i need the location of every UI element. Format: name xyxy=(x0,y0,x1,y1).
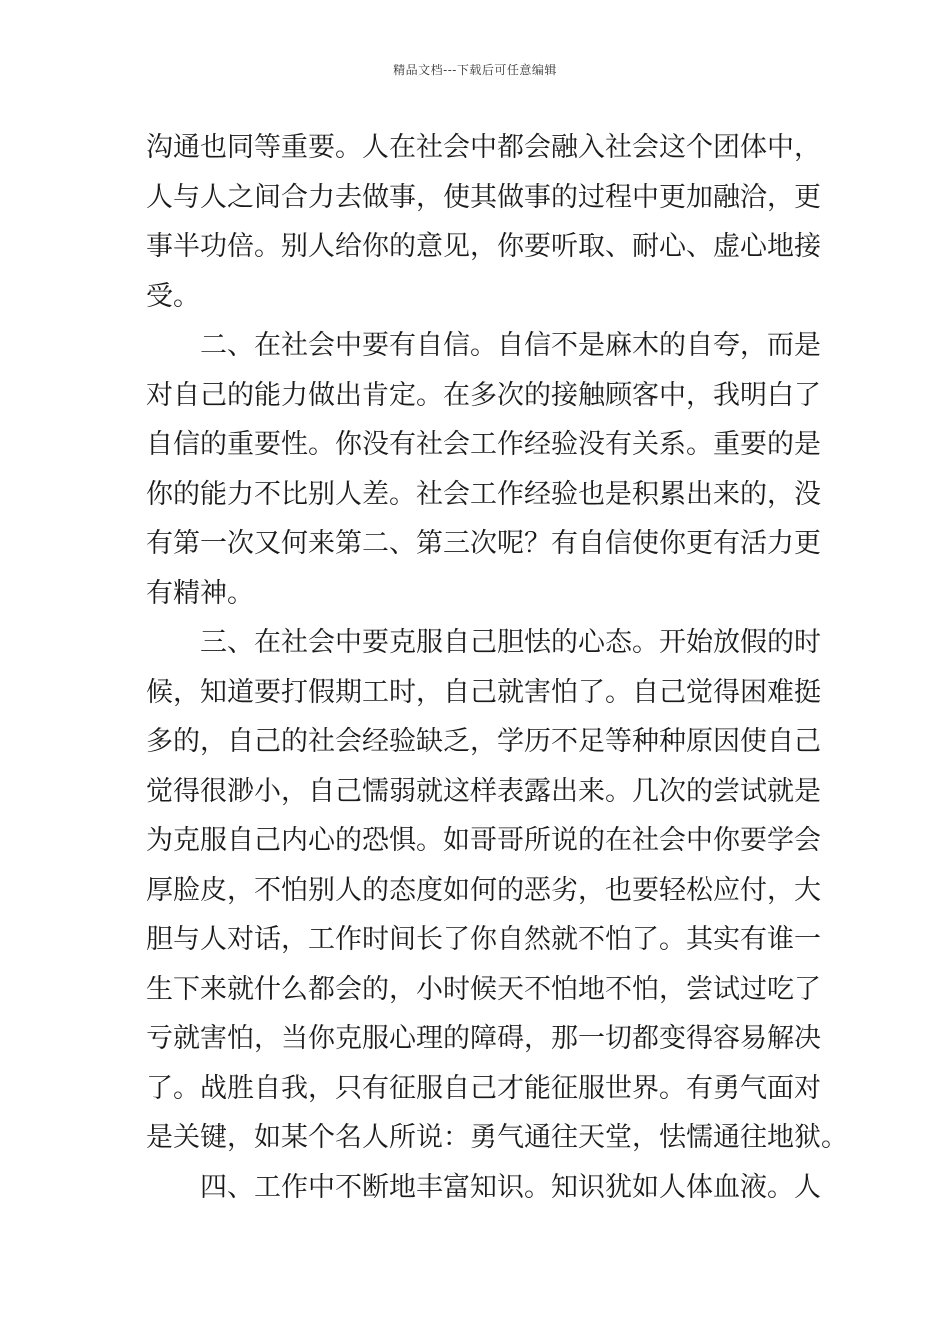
text-line: 三、在社会中要克服自己胆怯的心态。开始放假的时 xyxy=(200,627,821,658)
text-line: 是关键，如某个名人所说：勇气通往天堂，怯懦通往地狱。 xyxy=(146,1122,848,1153)
text-line: 自信的重要性。你没有社会工作经验没有关系。重要的是 xyxy=(146,429,821,460)
text-line: 沟通也同等重要。人在社会中都会融入社会这个团体中， xyxy=(146,132,821,163)
text-line: 有精神。 xyxy=(146,577,254,609)
text-line: 事半功倍。别人给你的意见，你要听取、耐心、虚心地接 xyxy=(146,231,821,262)
text-line: 四、工作中不断地丰富知识。知识犹如人体血液。人 xyxy=(200,1171,821,1203)
text-line: 胆与人对话，工作时间长了你自然就不怕了。其实有谁一 xyxy=(146,924,821,955)
text-line: 受。 xyxy=(146,280,200,312)
text-line: 有第一次又何来第二、第三次呢？有自信使你更有活力更 xyxy=(146,528,821,559)
document-body xyxy=(146,123,848,1212)
text-line: 你的能力不比别人差。社会工作经验也是积累出来的，没 xyxy=(146,478,821,510)
text-line: 多的，自己的社会经验缺乏，学历不足等种种原因使自己 xyxy=(146,726,821,757)
text-line: 人与人之间合力去做事，使其做事的过程中更加融洽，更 xyxy=(146,181,821,213)
text-line: 了。战胜自我，只有征服自己才能征服世界。有勇气面对 xyxy=(146,1072,821,1104)
text-line: 厚脸皮，不怕别人的态度如何的恶劣，也要轻松应付，大 xyxy=(146,874,821,906)
text-line: 亏就害怕，当你克服心理的障碍，那一切都变得容易解决 xyxy=(146,1023,821,1054)
text-line: 为克服自己内心的恐惧。如哥哥所说的在社会中你要学会 xyxy=(146,825,821,856)
text-line: 二、在社会中要有自信。自信不是麻木的自夸，而是 xyxy=(200,330,821,361)
text-line: 觉得很渺小，自己懦弱就这样表露出来。几次的尝试就是 xyxy=(146,775,821,807)
text-line: 候，知道要打假期工时，自己就害怕了。自己觉得困难挺 xyxy=(146,676,821,708)
page-header: 精品文档---下载后可任意编辑 xyxy=(393,63,557,77)
text-line: 对自己的能力做出肯定。在多次的接触顾客中，我明白了 xyxy=(146,379,821,411)
text-line: 生下来就什么都会的，小时候天不怕地不怕，尝试过吃了 xyxy=(146,973,821,1005)
